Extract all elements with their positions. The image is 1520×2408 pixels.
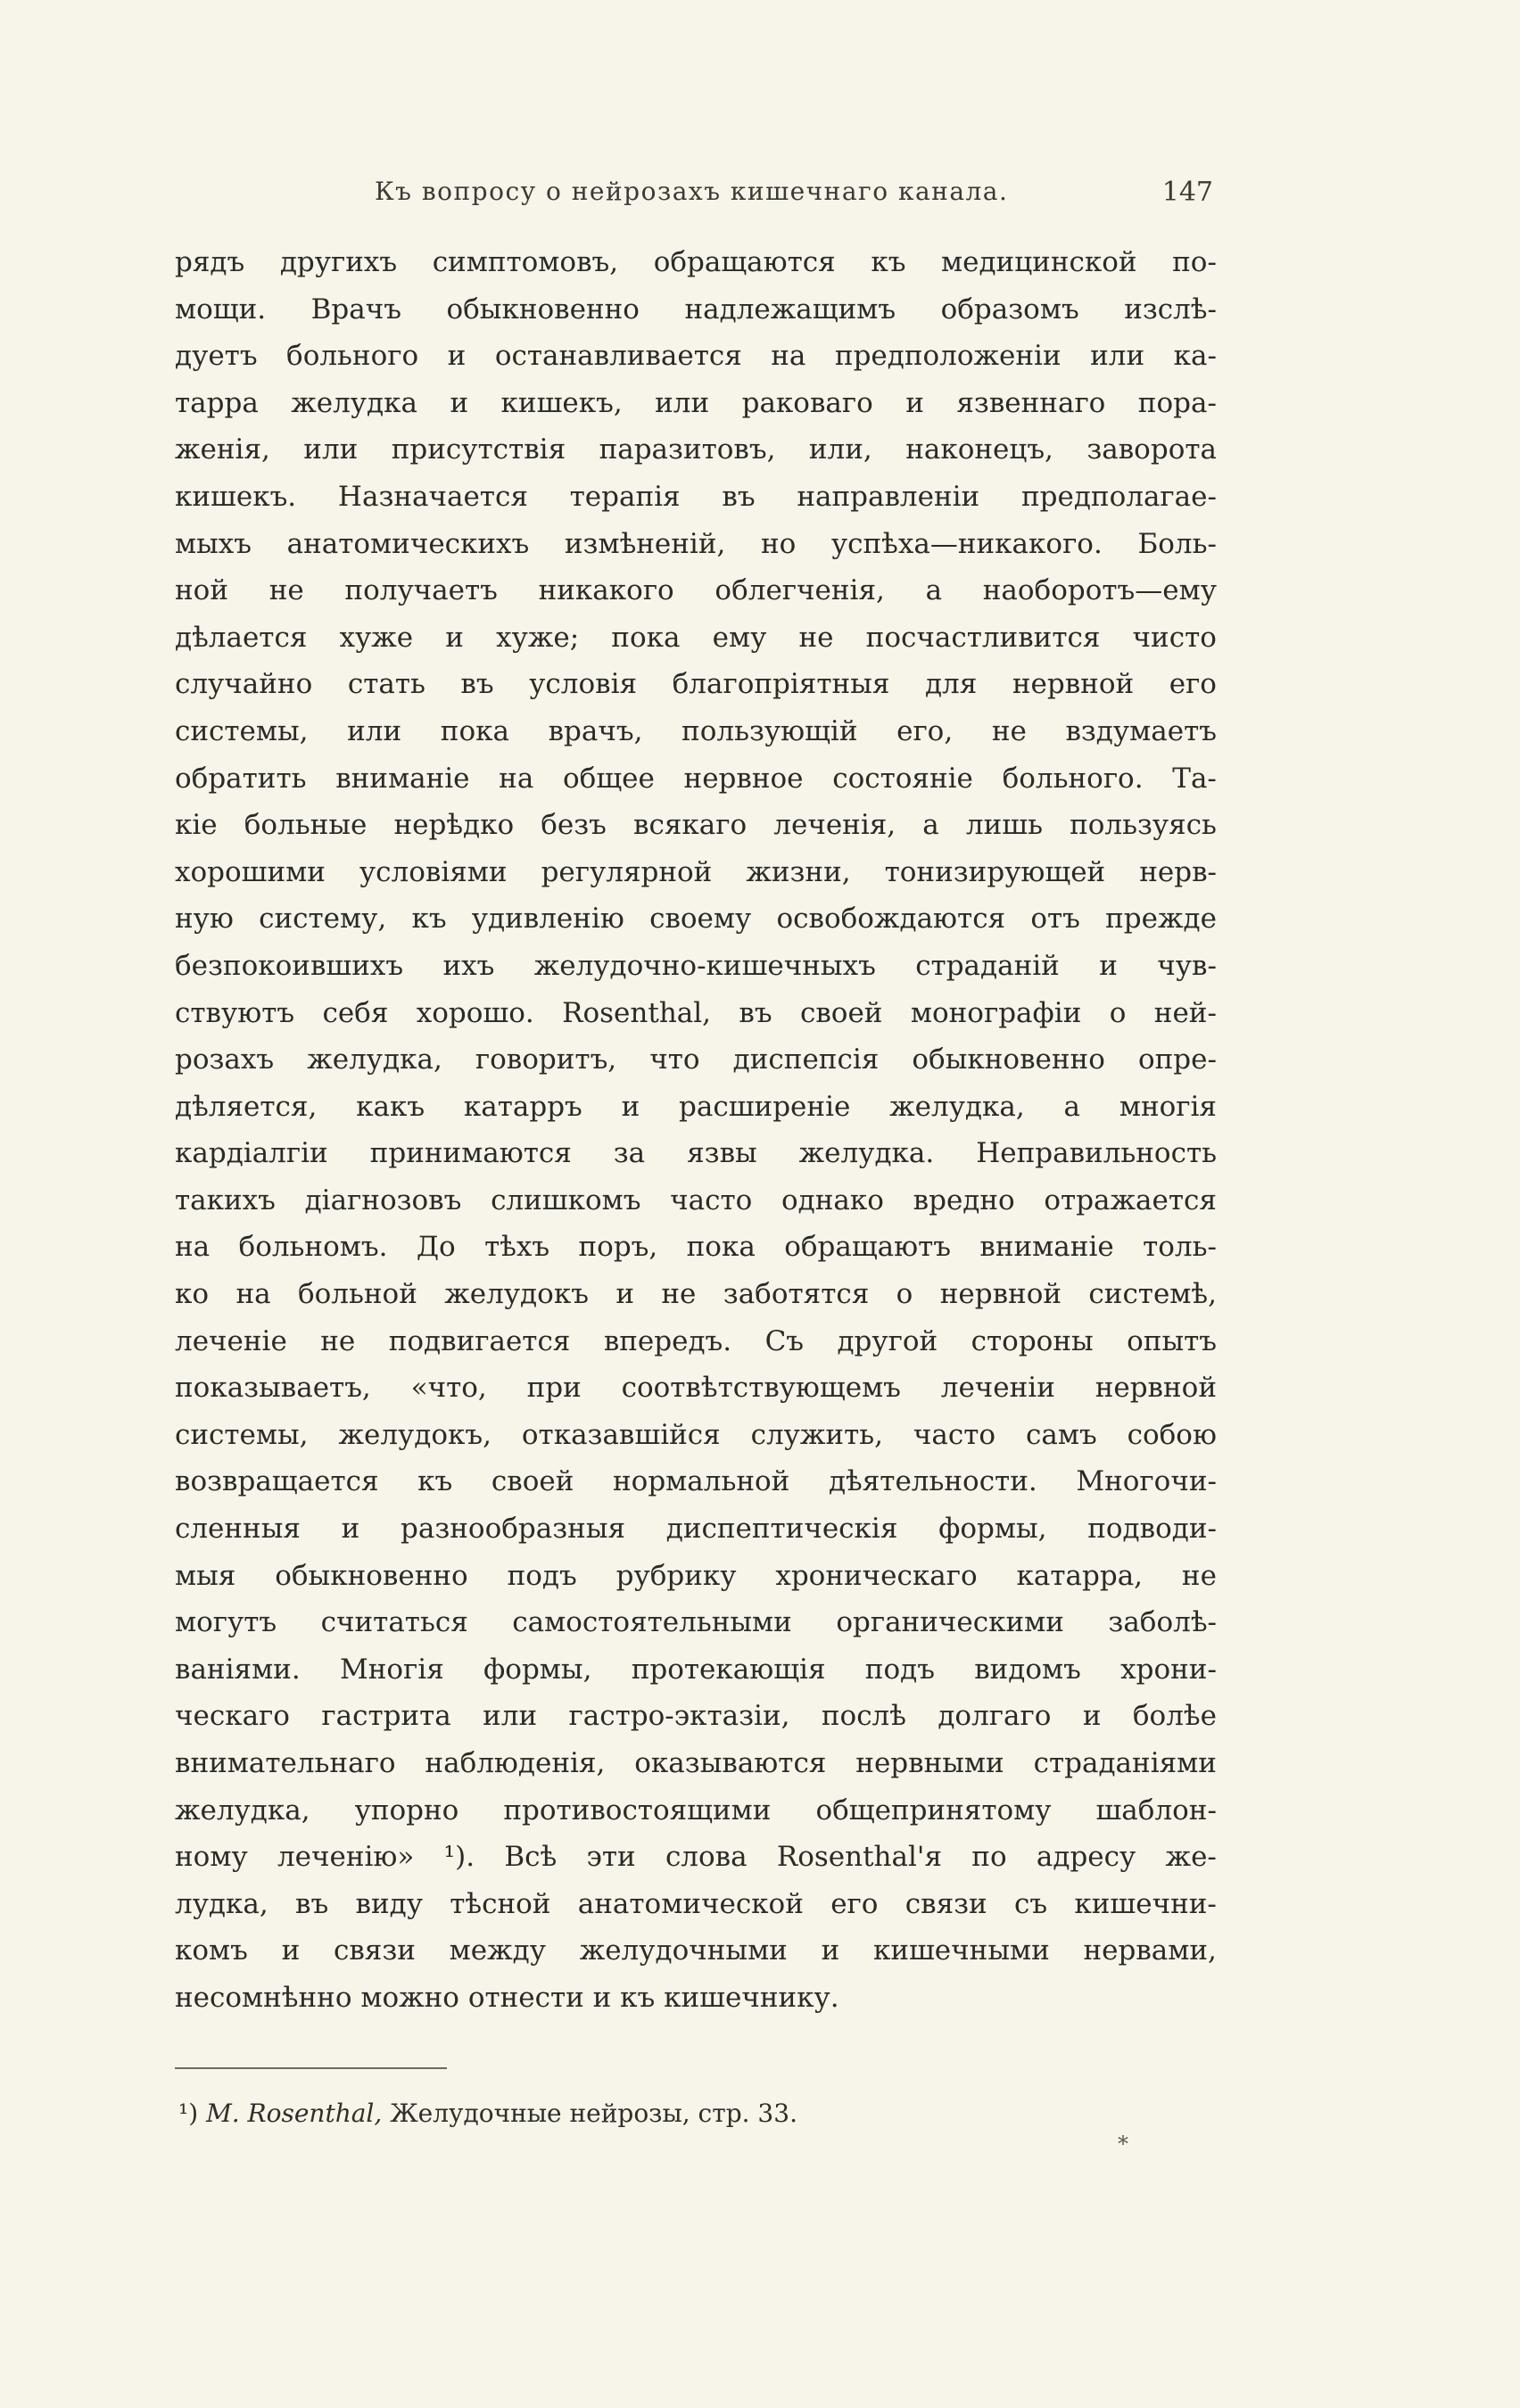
page-number: 147 — [1161, 177, 1213, 208]
text-line: розахъ желудка, говоритъ, что диспепсія обыкновенно опре- — [175, 1043, 1217, 1076]
text-line: внимательнаго наблюденія, оказываются нервными страданіями — [175, 1747, 1217, 1779]
text-line: хорошими условіями регулярной жизни, тонизирующей нерв- — [175, 855, 1217, 888]
text-line: ко на больной желудокъ и не заботятся о нервной системѣ, — [175, 1278, 1217, 1311]
text-line: ной не получаетъ никакого облегченія, а наоборотъ—ему — [175, 574, 1217, 607]
text-line: желудка, упорно противостоящими общепринятому шаблон- — [175, 1794, 1217, 1827]
text-line: ствуютъ себя хорошо. Rosenthal, въ своей монографіи о ней- — [175, 996, 1217, 1029]
text-line: сленныя и разнообразныя диспептическія формы, подводи- — [175, 1513, 1217, 1546]
text-line: возвращается къ своей нормальной дѣятельности. Многочи- — [175, 1465, 1217, 1498]
text-line: леченіе не подвигается впередъ. Съ другой стороны опытъ — [175, 1324, 1217, 1357]
text-line: мощи. Врачъ обыкновенно надлежащимъ образомъ изслѣ- — [175, 293, 1217, 326]
footnote-rule — [175, 2067, 447, 2069]
text-line: случайно стать въ условія благопріятныя для нервной его — [175, 668, 1217, 701]
footnote-marker: ¹) — [178, 2099, 199, 2128]
text-line: мыя обыкновенно подъ рубрику хроническаго катарра, не — [175, 1559, 1217, 1592]
footnote-text: Желудочные нейрозы, стр. 33. — [390, 2099, 797, 2128]
text-line: ческаго гастрита или гастро-эктазіи, послѣ долгаго и болѣе — [175, 1700, 1217, 1733]
text-line: обратить вниманіе на общее нервное состояніе больного. Та- — [175, 762, 1217, 795]
text-line: тарра желудка и кишекъ, или раковаго и язвеннаго пора- — [175, 386, 1217, 419]
text-line: безпокоившихъ ихъ желудочно-кишечныхъ страданій и чув- — [175, 949, 1217, 982]
signature-mark: * — [1118, 2132, 1128, 2156]
text-line: системы, или пока врачъ, пользующій его, не вздумаетъ — [175, 714, 1217, 747]
text-line: дуетъ больного и останавливается на предположеніи или ка- — [175, 340, 1217, 373]
text-line: показываетъ, «что, при соотвѣтствующемъ леченіи нервной — [175, 1372, 1217, 1405]
text-line: на больномъ. До тѣхъ поръ, пока обращаютъ вниманіе толь- — [175, 1231, 1217, 1264]
text-line: кіе больные нерѣдко безъ всякаго леченія, а лишь пользуясь — [175, 809, 1217, 842]
text-line: системы, желудокъ, отказавшійся служить, часто самъ собою — [175, 1418, 1217, 1451]
text-line: дѣлается хуже и хуже; пока ему не посчастливится чисто — [175, 621, 1217, 654]
text-line: кардіалгіи принимаются за язвы желудка. Неправильность — [175, 1137, 1217, 1170]
text-line: могутъ считаться самостоятельными органическими заболѣ- — [175, 1606, 1217, 1639]
footnote — [178, 2096, 797, 2132]
running-head: Къ вопросу о нейрозахъ кишечнаго канала. — [375, 177, 1009, 206]
footnote-author: M. Rosenthal, — [206, 2099, 383, 2128]
text-line: комъ и связи между желудочными и кишечными нервами, — [175, 1934, 1217, 1967]
text-line: мыхъ анатомическихъ измѣненій, но успѣха—никакого. Боль- — [175, 527, 1217, 560]
text-line: несомнѣнно можно отнести и къ кишечнику. — [175, 1981, 839, 2014]
text-line: лудка, въ виду тѣсной анатомической его связи съ кишечни- — [175, 1887, 1217, 1920]
body-text — [175, 239, 1217, 2022]
text-line: дѣляется, какъ катарръ и расширеніе желудка, а многія — [175, 1090, 1217, 1123]
text-line: женія, или присутствія паразитовъ, или, наконецъ, заворота — [175, 433, 1217, 466]
text-line: кишекъ. Назначается терапія въ направленіи предполагае- — [175, 480, 1217, 513]
text-line: такихъ діагнозовъ слишкомъ часто однако вредно отражается — [175, 1183, 1217, 1216]
page-header — [178, 177, 1213, 221]
text-line: ную систему, къ удивленію своему освобождаются отъ прежде — [175, 903, 1217, 936]
text-line: ваніями. Многія формы, протекающія подъ видомъ хрони- — [175, 1653, 1217, 1686]
text-line: рядъ другихъ симптомовъ, обращаются къ медицинской по- — [175, 246, 1217, 278]
text-line: ному леченію» ¹). Всѣ эти слова Rosenthal'я по адресу же- — [175, 1841, 1217, 1874]
